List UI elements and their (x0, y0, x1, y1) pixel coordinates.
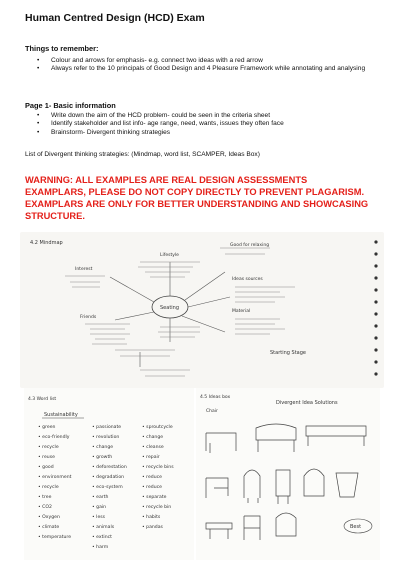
ideasbox-note: Best (350, 524, 362, 530)
wordlist-word: • growth (92, 455, 113, 460)
wordlist-heading: Sustainability (44, 412, 78, 418)
ideasbox-heading: Divergent Idea Solutions (276, 400, 338, 406)
mindmap-node: Interest (75, 267, 93, 272)
wordlist-word: • temperature (38, 535, 72, 540)
wordlist-word: • recycle (38, 485, 59, 490)
wordlist-word: • deforestation (92, 465, 127, 470)
wordlist-word: • degradation (92, 475, 125, 480)
page1-item: • Write down the aim of the HCD problem- could be seen in the criteria sheet (51, 112, 396, 120)
wordlist-word: • revolution (92, 435, 120, 440)
divergent-strategies-text: List of Divergent thinking strategies: (Mindmap, word list, SCAMPER, Ideas Box) (25, 151, 260, 158)
ideasbox-section-label: 4.5 Ideas box (200, 395, 231, 400)
page1-item: • Brainstorm- Divergent thinking strategies (51, 129, 396, 137)
chair-drawings (206, 424, 366, 540)
chair-sketch (244, 516, 260, 540)
chair-sketch (206, 433, 236, 453)
stool-sketch (206, 523, 232, 539)
sofa-sketch (256, 424, 296, 452)
wordlist-word: • reduce (142, 485, 162, 490)
things-list (25, 57, 396, 74)
page-title: Human Centred Design (HCD) Exam (25, 12, 205, 24)
ideasbox-sketch (196, 388, 380, 560)
wordlist-section-label: 4.3 Word list (28, 397, 57, 402)
mindmap-branches (110, 262, 230, 367)
wordlist-word: • gain (92, 505, 107, 510)
ideasbox-drawing (196, 388, 380, 560)
chair-sketch (276, 513, 296, 536)
wordlist-word: • eco-system (92, 485, 123, 490)
wordlist-word: • CO2 (38, 505, 52, 510)
wordlist-drawing (24, 388, 194, 560)
wordlist-word: • passionate (92, 425, 122, 430)
wordlist-word: • recycle (38, 445, 59, 450)
bench-sketch (306, 426, 366, 446)
wordlist-word: • extinct (92, 535, 112, 540)
mindmap-node: Friends (80, 315, 97, 320)
wordlist-word: • recycle bins (142, 465, 174, 470)
wordlist-word: • sproutcycle (142, 425, 173, 430)
wordlist-word: • environment (38, 475, 72, 480)
wordlist-word: • separate (142, 495, 167, 500)
wordlist-word: • Oxygen (38, 515, 60, 520)
ideasbox-col-label: Chair (206, 409, 218, 414)
wordlist-word: • repair (142, 455, 160, 460)
wordlist-word: • good (38, 465, 54, 470)
wordlist-word: • tree (38, 495, 52, 500)
mindmap-node: Lifestyle (160, 253, 179, 258)
mindmap-node: Material (232, 309, 251, 314)
wordlist-word: • green (38, 425, 56, 430)
wordlist-word: • habits (142, 515, 161, 520)
wordlist-word: • animals (92, 525, 115, 530)
mindmap-section-label: 4.2 Mindmap (30, 240, 63, 246)
mindmap-drawing (20, 232, 384, 388)
wordlist-word: • change (92, 445, 114, 450)
mindmap-sketch (20, 232, 384, 388)
things-item: • Always refer to the 10 principals of Good Design and 4 Pleasure Framework while annotating and analysing (51, 65, 396, 73)
wordlist-word: • reduce (142, 475, 162, 480)
mindmap-node: Ideas sources (232, 277, 263, 282)
wordlist-word: • cleanse (142, 445, 164, 450)
wordlist-word: • recycle bin (142, 505, 172, 510)
wordlist-word: • change (142, 435, 164, 440)
page1-heading: Page 1- Basic information (25, 101, 116, 110)
things-item: • Colour and arrows for emphasis- e.g. connect two ideas with a red arrow (51, 57, 396, 65)
wordlist-column-1 (38, 424, 72, 540)
wordlist-word: • reuse (38, 455, 55, 460)
page1-item: • Identify stakeholder and list info- age range, need, wants, issues they often face (51, 120, 396, 128)
wordlist-word: • pandas (142, 525, 163, 530)
wordlist-word: • earth (92, 495, 109, 500)
wordlist-column-2 (92, 424, 127, 550)
wordlist-word: • climate (38, 525, 60, 530)
chair-sketch (276, 470, 290, 504)
things-heading: Things to remember: (25, 44, 99, 53)
warning-text: WARNING: ALL EXAMPLES ARE REAL DESIGN ASSESSMENTS EXAMPLARS, PLEASE DO NOT COPY DIRECTLY TO PREVENT PLAGARISM. EXAMPLARS ARE ONLY FOR BETTER UNDERSTANDING AND SHOWCASING STRUCTURE. (25, 175, 369, 221)
wordlist-word: • less (92, 515, 106, 520)
chair-sketch (336, 473, 358, 497)
chair-sketch (304, 469, 324, 496)
wordlist-sketch (24, 388, 194, 560)
chair-sketch (244, 470, 260, 503)
mindmap-center: Seating (160, 305, 180, 311)
wordlist-word: • eco-friendly (38, 435, 70, 440)
mindmap-handwriting (65, 248, 295, 376)
mindmap-stage-label: Starting Stage (270, 350, 306, 356)
notebook-spiral (372, 232, 380, 388)
page1-list (25, 112, 396, 137)
wordlist-column-3 (142, 424, 174, 530)
mindmap-node: Good for relaxing (230, 243, 270, 248)
wordlist-word: • harm (92, 545, 109, 550)
chair-sketch (206, 478, 228, 498)
